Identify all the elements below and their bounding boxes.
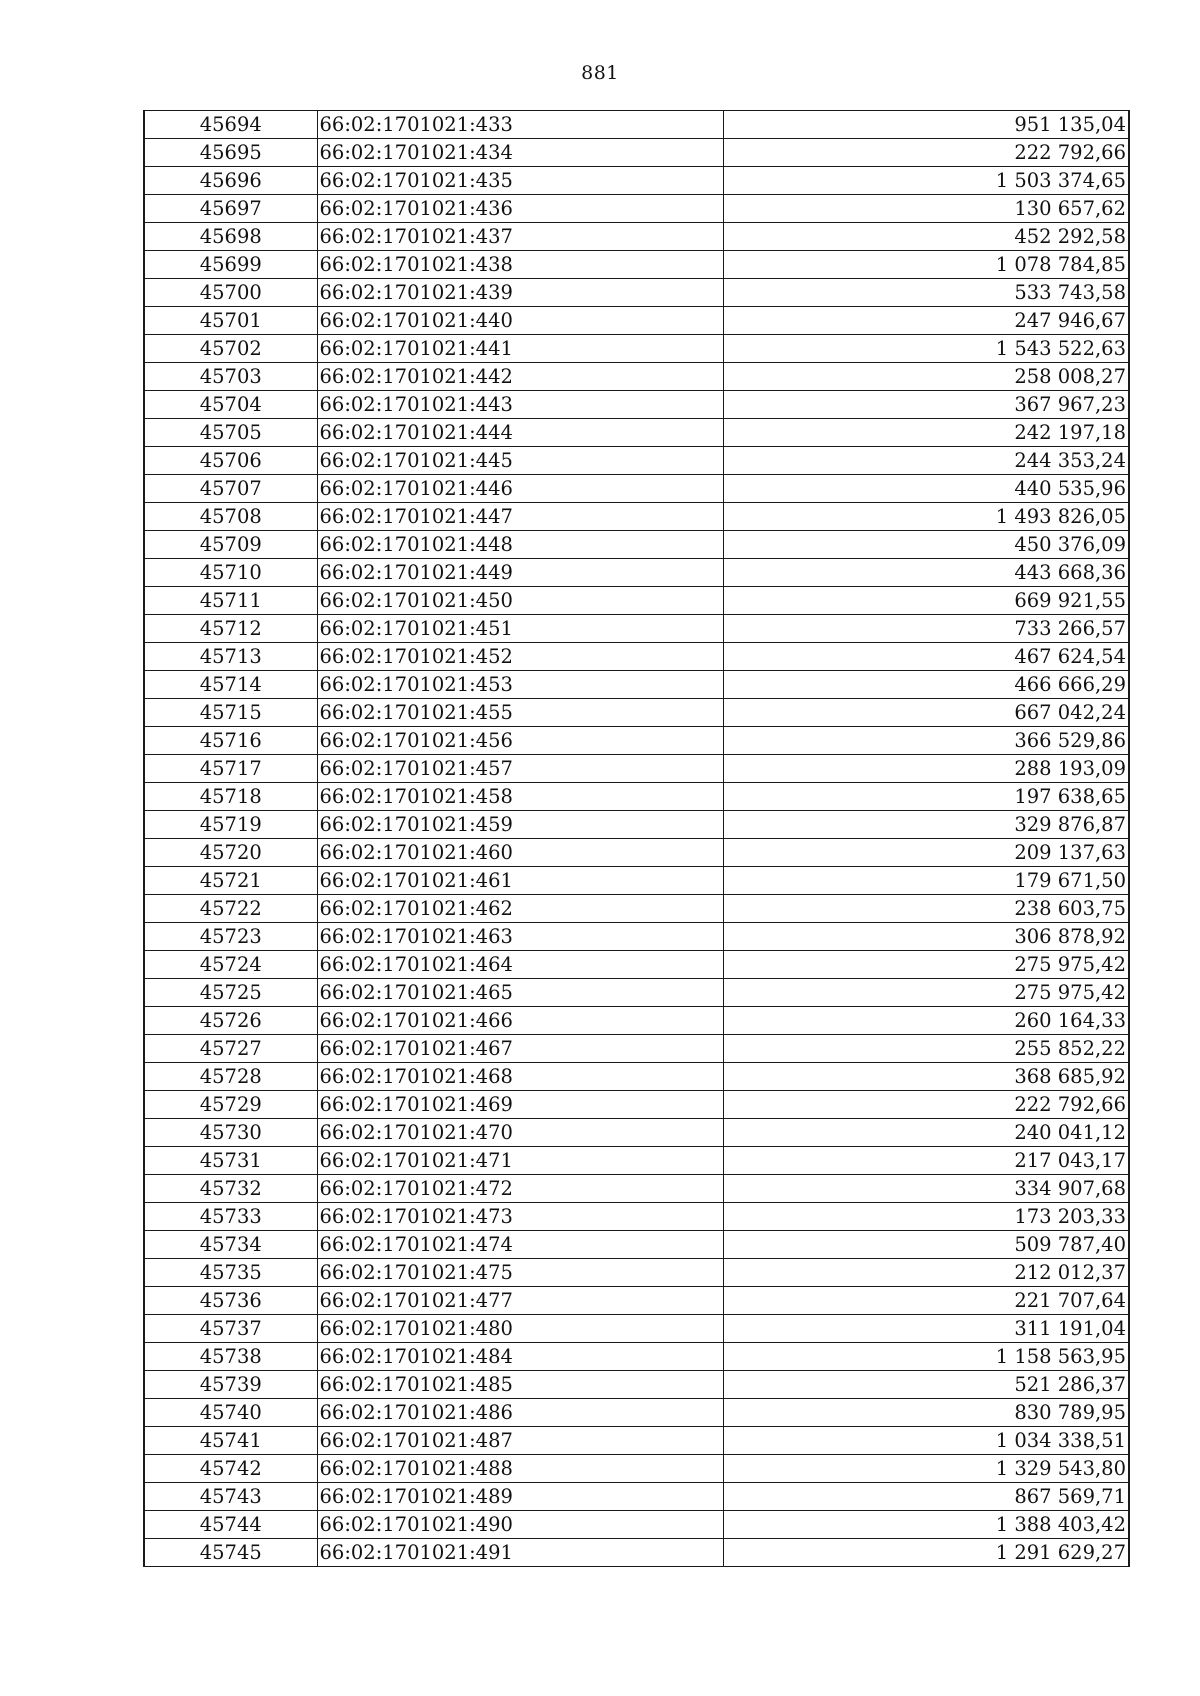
table-row <box>144 503 1129 531</box>
table-row <box>144 1007 1129 1035</box>
row-number-cell: 45695 <box>144 139 317 167</box>
row-number-cell: 45738 <box>144 1343 317 1371</box>
row-number-cell: 45714 <box>144 671 317 699</box>
cadastral-number-cell: 66:02:1701021:465 <box>317 979 723 1007</box>
row-number-cell: 45736 <box>144 1287 317 1315</box>
cadastral-value-cell: 258 008,27 <box>723 363 1129 391</box>
row-number-cell: 45724 <box>144 951 317 979</box>
cadastral-value-cell: 275 975,42 <box>723 979 1129 1007</box>
table-row <box>144 587 1129 615</box>
row-number-cell: 45742 <box>144 1455 317 1483</box>
table-row <box>144 1315 1129 1343</box>
cadastral-value-cell: 221 707,64 <box>723 1287 1129 1315</box>
table-row <box>144 251 1129 279</box>
table-row <box>144 1175 1129 1203</box>
row-number-cell: 45728 <box>144 1063 317 1091</box>
cadastral-number-cell: 66:02:1701021:473 <box>317 1203 723 1231</box>
row-number-cell: 45735 <box>144 1259 317 1287</box>
row-number-cell: 45706 <box>144 447 317 475</box>
row-number-cell: 45708 <box>144 503 317 531</box>
table-row <box>144 1147 1129 1175</box>
cadastral-number-cell: 66:02:1701021:477 <box>317 1287 723 1315</box>
table-row <box>144 1511 1129 1539</box>
row-number-cell: 45741 <box>144 1427 317 1455</box>
cadastral-number-cell: 66:02:1701021:464 <box>317 951 723 979</box>
row-number-cell: 45698 <box>144 223 317 251</box>
cadastral-number-cell: 66:02:1701021:457 <box>317 755 723 783</box>
cadastral-number-cell: 66:02:1701021:446 <box>317 475 723 503</box>
table-row <box>144 1371 1129 1399</box>
row-number-cell: 45717 <box>144 755 317 783</box>
cadastral-number-cell: 66:02:1701021:486 <box>317 1399 723 1427</box>
table-row <box>144 1287 1129 1315</box>
cadastral-value-cell: 733 266,57 <box>723 615 1129 643</box>
cadastral-number-cell: 66:02:1701021:433 <box>317 111 723 139</box>
cadastral-value-cell: 222 792,66 <box>723 139 1129 167</box>
row-number-cell: 45743 <box>144 1483 317 1511</box>
cadastral-number-cell: 66:02:1701021:443 <box>317 391 723 419</box>
table-row <box>144 419 1129 447</box>
cadastral-number-cell: 66:02:1701021:442 <box>317 363 723 391</box>
row-number-cell: 45704 <box>144 391 317 419</box>
cadastral-value-cell: 1 329 543,80 <box>723 1455 1129 1483</box>
cadastral-value-cell: 1 503 374,65 <box>723 167 1129 195</box>
table-row <box>144 895 1129 923</box>
cadastral-value-cell: 275 975,42 <box>723 951 1129 979</box>
cadastral-value-cell: 521 286,37 <box>723 1371 1129 1399</box>
row-number-cell: 45744 <box>144 1511 317 1539</box>
cadastral-value-cell: 951 135,04 <box>723 111 1129 139</box>
cadastral-value-cell: 667 042,24 <box>723 699 1129 727</box>
row-number-cell: 45729 <box>144 1091 317 1119</box>
cadastral-number-cell: 66:02:1701021:491 <box>317 1539 723 1567</box>
cadastral-number-cell: 66:02:1701021:466 <box>317 1007 723 1035</box>
cadastral-value-cell: 217 043,17 <box>723 1147 1129 1175</box>
table-row <box>144 671 1129 699</box>
row-number-cell: 45730 <box>144 1119 317 1147</box>
cadastral-number-cell: 66:02:1701021:467 <box>317 1035 723 1063</box>
table-row <box>144 1119 1129 1147</box>
table-row <box>144 391 1129 419</box>
table-row <box>144 811 1129 839</box>
row-number-cell: 45699 <box>144 251 317 279</box>
table-row <box>144 1399 1129 1427</box>
row-number-cell: 45713 <box>144 643 317 671</box>
cadastral-number-cell: 66:02:1701021:438 <box>317 251 723 279</box>
table-row <box>144 1259 1129 1287</box>
row-number-cell: 45725 <box>144 979 317 1007</box>
table-row <box>144 167 1129 195</box>
cadastral-value-cell: 1 078 784,85 <box>723 251 1129 279</box>
cadastral-value-cell: 209 137,63 <box>723 839 1129 867</box>
row-number-cell: 45705 <box>144 419 317 447</box>
row-number-cell: 45745 <box>144 1539 317 1567</box>
row-number-cell: 45707 <box>144 475 317 503</box>
cadastral-number-cell: 66:02:1701021:474 <box>317 1231 723 1259</box>
table-row <box>144 447 1129 475</box>
cadastral-number-cell: 66:02:1701021:487 <box>317 1427 723 1455</box>
row-number-cell: 45715 <box>144 699 317 727</box>
table-row <box>144 1455 1129 1483</box>
table-row <box>144 1091 1129 1119</box>
cadastral-value-cell: 311 191,04 <box>723 1315 1129 1343</box>
table-row <box>144 1539 1129 1567</box>
table-row <box>144 195 1129 223</box>
table-row <box>144 475 1129 503</box>
cadastral-value-cell: 452 292,58 <box>723 223 1129 251</box>
row-number-cell: 45696 <box>144 167 317 195</box>
cadastral-value-cell: 368 685,92 <box>723 1063 1129 1091</box>
table-row <box>144 335 1129 363</box>
cadastral-value-cell: 1 158 563,95 <box>723 1343 1129 1371</box>
cadastral-number-cell: 66:02:1701021:469 <box>317 1091 723 1119</box>
table-row <box>144 111 1129 139</box>
row-number-cell: 45740 <box>144 1399 317 1427</box>
cadastral-value-cell: 440 535,96 <box>723 475 1129 503</box>
table-row <box>144 699 1129 727</box>
row-number-cell: 45727 <box>144 1035 317 1063</box>
cadastral-value-table <box>143 110 1130 1567</box>
cadastral-number-cell: 66:02:1701021:434 <box>317 139 723 167</box>
row-number-cell: 45711 <box>144 587 317 615</box>
cadastral-number-cell: 66:02:1701021:458 <box>317 783 723 811</box>
cadastral-number-cell: 66:02:1701021:450 <box>317 587 723 615</box>
cadastral-value-cell: 222 792,66 <box>723 1091 1129 1119</box>
cadastral-number-cell: 66:02:1701021:485 <box>317 1371 723 1399</box>
cadastral-value-cell: 334 907,68 <box>723 1175 1129 1203</box>
cadastral-value-cell: 450 376,09 <box>723 531 1129 559</box>
cadastral-number-cell: 66:02:1701021:441 <box>317 335 723 363</box>
cadastral-number-cell: 66:02:1701021:459 <box>317 811 723 839</box>
cadastral-number-cell: 66:02:1701021:452 <box>317 643 723 671</box>
table-row <box>144 1427 1129 1455</box>
cadastral-number-cell: 66:02:1701021:475 <box>317 1259 723 1287</box>
cadastral-value-cell: 443 668,36 <box>723 559 1129 587</box>
row-number-cell: 45694 <box>144 111 317 139</box>
cadastral-value-cell: 830 789,95 <box>723 1399 1129 1427</box>
cadastral-number-cell: 66:02:1701021:460 <box>317 839 723 867</box>
cadastral-number-cell: 66:02:1701021:484 <box>317 1343 723 1371</box>
table-row <box>144 1343 1129 1371</box>
table-row <box>144 643 1129 671</box>
table-row <box>144 839 1129 867</box>
cadastral-value-cell: 1 388 403,42 <box>723 1511 1129 1539</box>
cadastral-number-cell: 66:02:1701021:456 <box>317 727 723 755</box>
table-row <box>144 1231 1129 1259</box>
cadastral-value-cell: 329 876,87 <box>723 811 1129 839</box>
table-row <box>144 363 1129 391</box>
cadastral-value-cell: 173 203,33 <box>723 1203 1129 1231</box>
cadastral-number-cell: 66:02:1701021:455 <box>317 699 723 727</box>
cadastral-number-cell: 66:02:1701021:447 <box>317 503 723 531</box>
table-row <box>144 279 1129 307</box>
table-row <box>144 559 1129 587</box>
cadastral-number-cell: 66:02:1701021:449 <box>317 559 723 587</box>
cadastral-number-cell: 66:02:1701021:488 <box>317 1455 723 1483</box>
cadastral-number-cell: 66:02:1701021:468 <box>317 1063 723 1091</box>
row-number-cell: 45731 <box>144 1147 317 1175</box>
cadastral-number-cell: 66:02:1701021:437 <box>317 223 723 251</box>
cadastral-number-cell: 66:02:1701021:448 <box>317 531 723 559</box>
cadastral-number-cell: 66:02:1701021:470 <box>317 1119 723 1147</box>
row-number-cell: 45720 <box>144 839 317 867</box>
cadastral-value-cell: 533 743,58 <box>723 279 1129 307</box>
row-number-cell: 45739 <box>144 1371 317 1399</box>
table-row <box>144 531 1129 559</box>
cadastral-value-cell: 238 603,75 <box>723 895 1129 923</box>
page-number: 881 <box>581 62 619 84</box>
cadastral-value-cell: 179 671,50 <box>723 867 1129 895</box>
cadastral-number-cell: 66:02:1701021:439 <box>317 279 723 307</box>
cadastral-number-cell: 66:02:1701021:453 <box>317 671 723 699</box>
row-number-cell: 45703 <box>144 363 317 391</box>
table-row <box>144 1035 1129 1063</box>
table-row <box>144 1203 1129 1231</box>
table-row <box>144 979 1129 1007</box>
cadastral-value-cell: 466 666,29 <box>723 671 1129 699</box>
cadastral-number-cell: 66:02:1701021:444 <box>317 419 723 447</box>
row-number-cell: 45697 <box>144 195 317 223</box>
row-number-cell: 45726 <box>144 1007 317 1035</box>
cadastral-value-cell: 867 569,71 <box>723 1483 1129 1511</box>
row-number-cell: 45722 <box>144 895 317 923</box>
table-row <box>144 139 1129 167</box>
cadastral-value-cell: 1 034 338,51 <box>723 1427 1129 1455</box>
cadastral-number-cell: 66:02:1701021:471 <box>317 1147 723 1175</box>
cadastral-value-cell: 260 164,33 <box>723 1007 1129 1035</box>
cadastral-value-cell: 467 624,54 <box>723 643 1129 671</box>
cadastral-value-cell: 244 353,24 <box>723 447 1129 475</box>
cadastral-value-cell: 240 041,12 <box>723 1119 1129 1147</box>
row-number-cell: 45710 <box>144 559 317 587</box>
cadastral-value-cell: 1 543 522,63 <box>723 335 1129 363</box>
cadastral-value-cell: 212 012,37 <box>723 1259 1129 1287</box>
cadastral-value-cell: 1 291 629,27 <box>723 1539 1129 1567</box>
row-number-cell: 45737 <box>144 1315 317 1343</box>
table-row <box>144 307 1129 335</box>
row-number-cell: 45716 <box>144 727 317 755</box>
table-row <box>144 867 1129 895</box>
row-number-cell: 45733 <box>144 1203 317 1231</box>
row-number-cell: 45723 <box>144 923 317 951</box>
row-number-cell: 45721 <box>144 867 317 895</box>
cadastral-number-cell: 66:02:1701021:480 <box>317 1315 723 1343</box>
cadastral-value-cell: 306 878,92 <box>723 923 1129 951</box>
table-row <box>144 783 1129 811</box>
table-row <box>144 755 1129 783</box>
table-row <box>144 1483 1129 1511</box>
cadastral-value-cell: 509 787,40 <box>723 1231 1129 1259</box>
cadastral-value-cell: 366 529,86 <box>723 727 1129 755</box>
cadastral-value-cell: 367 967,23 <box>723 391 1129 419</box>
cadastral-value-cell: 288 193,09 <box>723 755 1129 783</box>
cadastral-value-cell: 255 852,22 <box>723 1035 1129 1063</box>
cadastral-number-cell: 66:02:1701021:451 <box>317 615 723 643</box>
cadastral-number-cell: 66:02:1701021:489 <box>317 1483 723 1511</box>
cadastral-value-cell: 130 657,62 <box>723 195 1129 223</box>
table-row <box>144 951 1129 979</box>
row-number-cell: 45719 <box>144 811 317 839</box>
row-number-cell: 45734 <box>144 1231 317 1259</box>
cadastral-number-cell: 66:02:1701021:440 <box>317 307 723 335</box>
row-number-cell: 45701 <box>144 307 317 335</box>
cadastral-number-cell: 66:02:1701021:461 <box>317 867 723 895</box>
row-number-cell: 45712 <box>144 615 317 643</box>
cadastral-number-cell: 66:02:1701021:472 <box>317 1175 723 1203</box>
row-number-cell: 45709 <box>144 531 317 559</box>
table-row <box>144 923 1129 951</box>
table-row <box>144 1063 1129 1091</box>
cadastral-number-cell: 66:02:1701021:445 <box>317 447 723 475</box>
cadastral-number-cell: 66:02:1701021:462 <box>317 895 723 923</box>
cadastral-number-cell: 66:02:1701021:463 <box>317 923 723 951</box>
row-number-cell: 45732 <box>144 1175 317 1203</box>
cadastral-value-cell: 669 921,55 <box>723 587 1129 615</box>
row-number-cell: 45718 <box>144 783 317 811</box>
cadastral-value-cell: 1 493 826,05 <box>723 503 1129 531</box>
table-row <box>144 223 1129 251</box>
cadastral-number-cell: 66:02:1701021:435 <box>317 167 723 195</box>
row-number-cell: 45702 <box>144 335 317 363</box>
cadastral-value-cell: 197 638,65 <box>723 783 1129 811</box>
table-body <box>144 111 1129 1567</box>
cadastral-number-cell: 66:02:1701021:490 <box>317 1511 723 1539</box>
table-row <box>144 727 1129 755</box>
cadastral-value-cell: 242 197,18 <box>723 419 1129 447</box>
row-number-cell: 45700 <box>144 279 317 307</box>
cadastral-value-cell: 247 946,67 <box>723 307 1129 335</box>
table-row <box>144 615 1129 643</box>
cadastral-number-cell: 66:02:1701021:436 <box>317 195 723 223</box>
